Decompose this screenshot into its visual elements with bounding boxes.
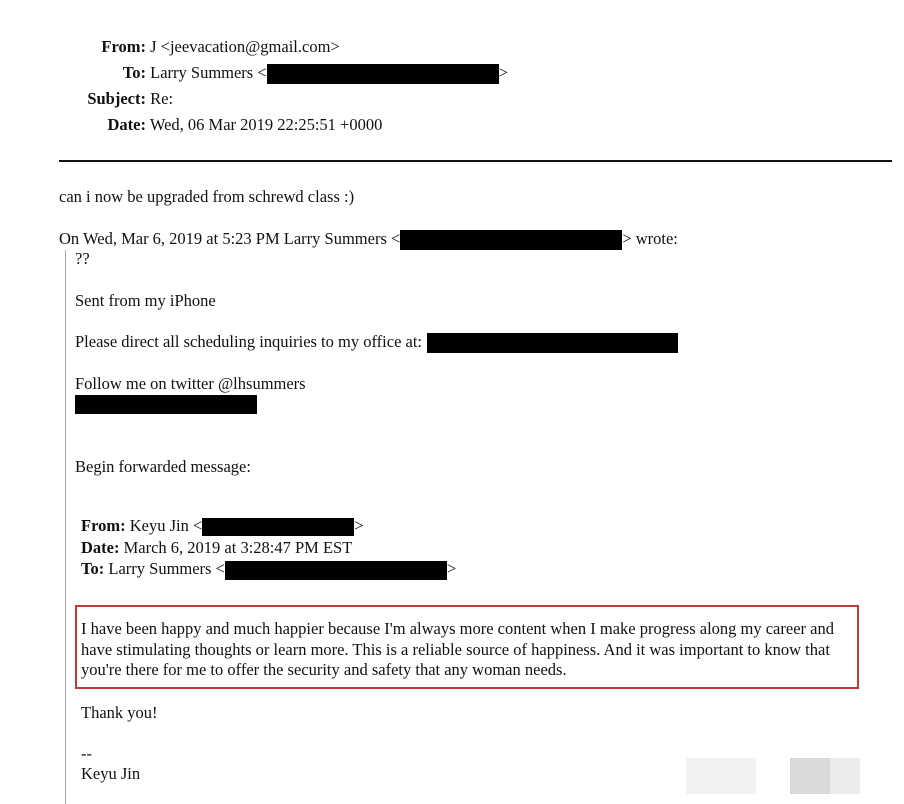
fwd-from-suffix: > [354,516,364,535]
to-suffix: > [498,63,508,82]
fwd-to-label: To: [81,559,105,578]
quote-intro [59,229,678,250]
header-date-row [60,115,382,135]
fwd-from-label: From: [81,516,126,535]
from-value[interactable]: J <jeevacation@gmail.com> [150,37,340,56]
signature-name: Keyu Jin [81,764,141,783]
fwd-to-value[interactable]: Larry Summers < [108,559,225,578]
header-divider [59,160,892,162]
quote-intro-suffix: > wrote: [622,229,678,248]
fwd-from-row [81,516,364,536]
date-label: Date: [107,115,146,134]
quoted-marks: ?? [75,249,90,268]
quote-intro-prefix: On Wed, Mar 6, 2019 at 5:23 PM Larry Summers < [59,229,401,248]
fwd-date-label: Date: [81,538,120,557]
redaction-box [202,518,354,536]
header-from-row [60,37,340,57]
forwarded-body-paragraph: I have been happy and much happier because I'm always more content when I make progress along my career and have stimulating thoughts or learn more. This is a reliable source of happiness. And it was important to know that you're there for me to offer the security and safety that any woman needs. [81,619,834,679]
quote-bar [65,250,66,804]
signature-dash: -- [81,744,92,763]
sent-from-line: Sent from my iPhone [75,291,216,310]
to-value[interactable]: Larry Summers < [150,63,267,82]
subject-value: Re: [150,89,174,108]
redaction-box [267,64,499,84]
redaction-box [75,395,257,414]
scheduling-line [75,332,678,353]
forwarded-line: Begin forwarded message: [75,457,251,476]
fwd-from-value[interactable]: Keyu Jin < [129,516,203,535]
header-subject-row [60,89,173,109]
watermark-block [790,758,830,794]
fwd-date-value: March 6, 2019 at 3:28:47 PM EST [123,538,353,557]
reply-text: can i now be upgraded from schrewd class :) [59,187,355,206]
to-label: To: [122,63,146,82]
from-label: From: [101,37,146,56]
twitter-line[interactable]: Follow me on twitter @lhsummers [75,374,306,393]
subject-label: Subject: [87,89,146,108]
redaction-box [427,333,678,353]
header-to-row [60,63,508,84]
date-value: Wed, 06 Mar 2019 22:25:51 +0000 [149,115,383,134]
watermark-block [830,758,860,794]
fwd-date-row [81,538,352,558]
redaction-box [225,561,447,580]
thanks-line: Thank you! [81,703,158,722]
watermark-block [686,758,756,794]
scheduling-text: Please direct all scheduling inquiries to my office at: [75,332,423,351]
redaction-box [400,230,622,250]
fwd-to-row [81,559,456,580]
fwd-to-suffix: > [446,559,457,578]
